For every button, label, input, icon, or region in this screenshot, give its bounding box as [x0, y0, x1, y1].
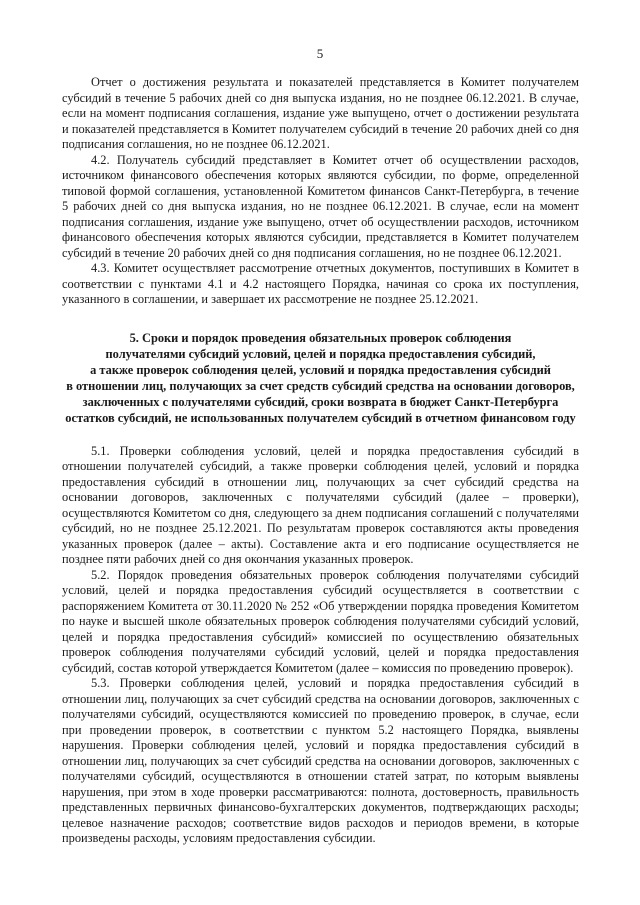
heading-line: получателями субсидий условий, целей и порядка предоставления субсидий,: [105, 346, 536, 361]
heading-line: остатков субсидий, не использованных получателем субсидий в отчетном финансовом году: [65, 410, 576, 425]
paragraph-4-3: 4.3. Комитет осуществляет рассмотрение отчетных документов, поступивших в Комитет в соответствии с пунктами 4.1 и 4.2 настоящего Порядка, начиная со срока их поступления, указанного в соглашении, и завершает их рассмотрение не позднее 25.12.2021.: [62, 261, 579, 306]
heading-line: в отношении лиц, получающих за счет средств субсидий средства на основании договоров,: [66, 378, 575, 393]
paragraph-4-1-continuation: Отчет о достижения результата и показателей представляется в Комитет получателем субсидий в течение 5 рабочих дней со дня выпуска издания, но не позднее 06.12.2021. В случае, если на момент подписания соглашения, издание уже выпущено, отчет о достижении результата и показателей представляется в Комитет получателем субсидий в течение 20 рабочих дней со дня подписания соглашения, но не позднее 06.12.2021.: [62, 75, 579, 151]
heading-line: заключенных с получателями субсидий, сроки возврата в бюджет Санкт-Петербурга: [82, 394, 559, 409]
paragraph-5-1: 5.1. Проверки соблюдения условий, целей и порядка предоставления субсидий в отношении получателей субсидий, а также проверки соблюдения целей, условий и порядка предоставления субсидий в отношении лиц, получающих за счет субсидий средства на основании договоров, заключенных с получателями субсидий (далее – проверки), осуществляются Комитетом со дня, следующего за днем подписания соглашений с получателями субсидий, но не позднее 25.12.2021. По результатам проверок составляются акты проведения указанных проверок (далее – акты). Составление акта и его подписание осуществляется не позднее пяти рабочих дней со дня окончания указанных проверок.: [62, 443, 579, 566]
paragraph-5-3: 5.3. Проверки соблюдения целей, условий и порядка предоставления субсидий в отношении лиц, получающих за счет субсидий средства на основании договоров, заключенных с получателями субсидий, осуществляются комиссией по проведению проверок, в случае, если при проведении проверок, в соответствии с пунктом 5.2 настоящего Порядка, выявлены нарушения. Проверки соблюдения целей, условий и порядка предоставления субсидий в отношении лиц, получающих за счет субсидий средства на основании договоров, заключенных с получателями субсидий, осуществляются в отношении статей затрат, по которым выявлены нарушения, при этом в ходе проверки рассматриваются: полнота, достоверность, правильность представленных первичных финансово-бухгалтерских документов, подтверждающих расходы; целевое назначение расходов; соответствие видов расходов и периодов времени, в которые произведены расходы, условиям предоставления субсидии.: [62, 676, 579, 845]
paragraph-4-2: 4.2. Получатель субсидий представляет в Комитет отчет об осуществлении расходов, источником финансового обеспечения которых являются субсидии, по форме, определенной типовой формой соглашения, установленной Комитетом финансов Санкт-Петербурга, в течение 5 рабочих дней со дня выпуска издания, но не позднее 06.12.2021. В случае, если на момент подписания соглашения, издание уже выпущено, отчет об осуществлении расходов, источником финансового обеспечения которых являются субсидии, представляется в Комитет получателем субсидий в течение 20 рабочих дней со дня подписания соглашения, но не позднее 06.12.2021.: [62, 152, 579, 260]
paragraph-5-2: 5.2. Порядок проведения обязательных проверок соблюдения получателями субсидий условий, целей и порядка предоставления субсидий осуществляется в соответствии с распоряжением Комитета от 30.11.2020 № 252 «Об утверждении порядка проведения Комитетом по науке и высшей школе обязательных проверок соблюдения получателями субсидий условий, целей и порядка предоставления субсидий» комиссией по осуществлению обязательных проверок соблюдения получателями субсидий условий, целей и порядка предоставления субсидий, состав которой утверждается Комитетом (далее – комиссия по проведению проверок).: [62, 567, 579, 675]
heading-line: 5. Сроки и порядок проведения обязательных проверок соблюдения: [129, 330, 512, 345]
section-5-heading: [62, 330, 579, 426]
page-number: 5: [316, 46, 324, 61]
heading-line: а также проверок соблюдения целей, условий и порядка предоставления субсидий: [90, 362, 551, 377]
document-body: [62, 75, 579, 847]
